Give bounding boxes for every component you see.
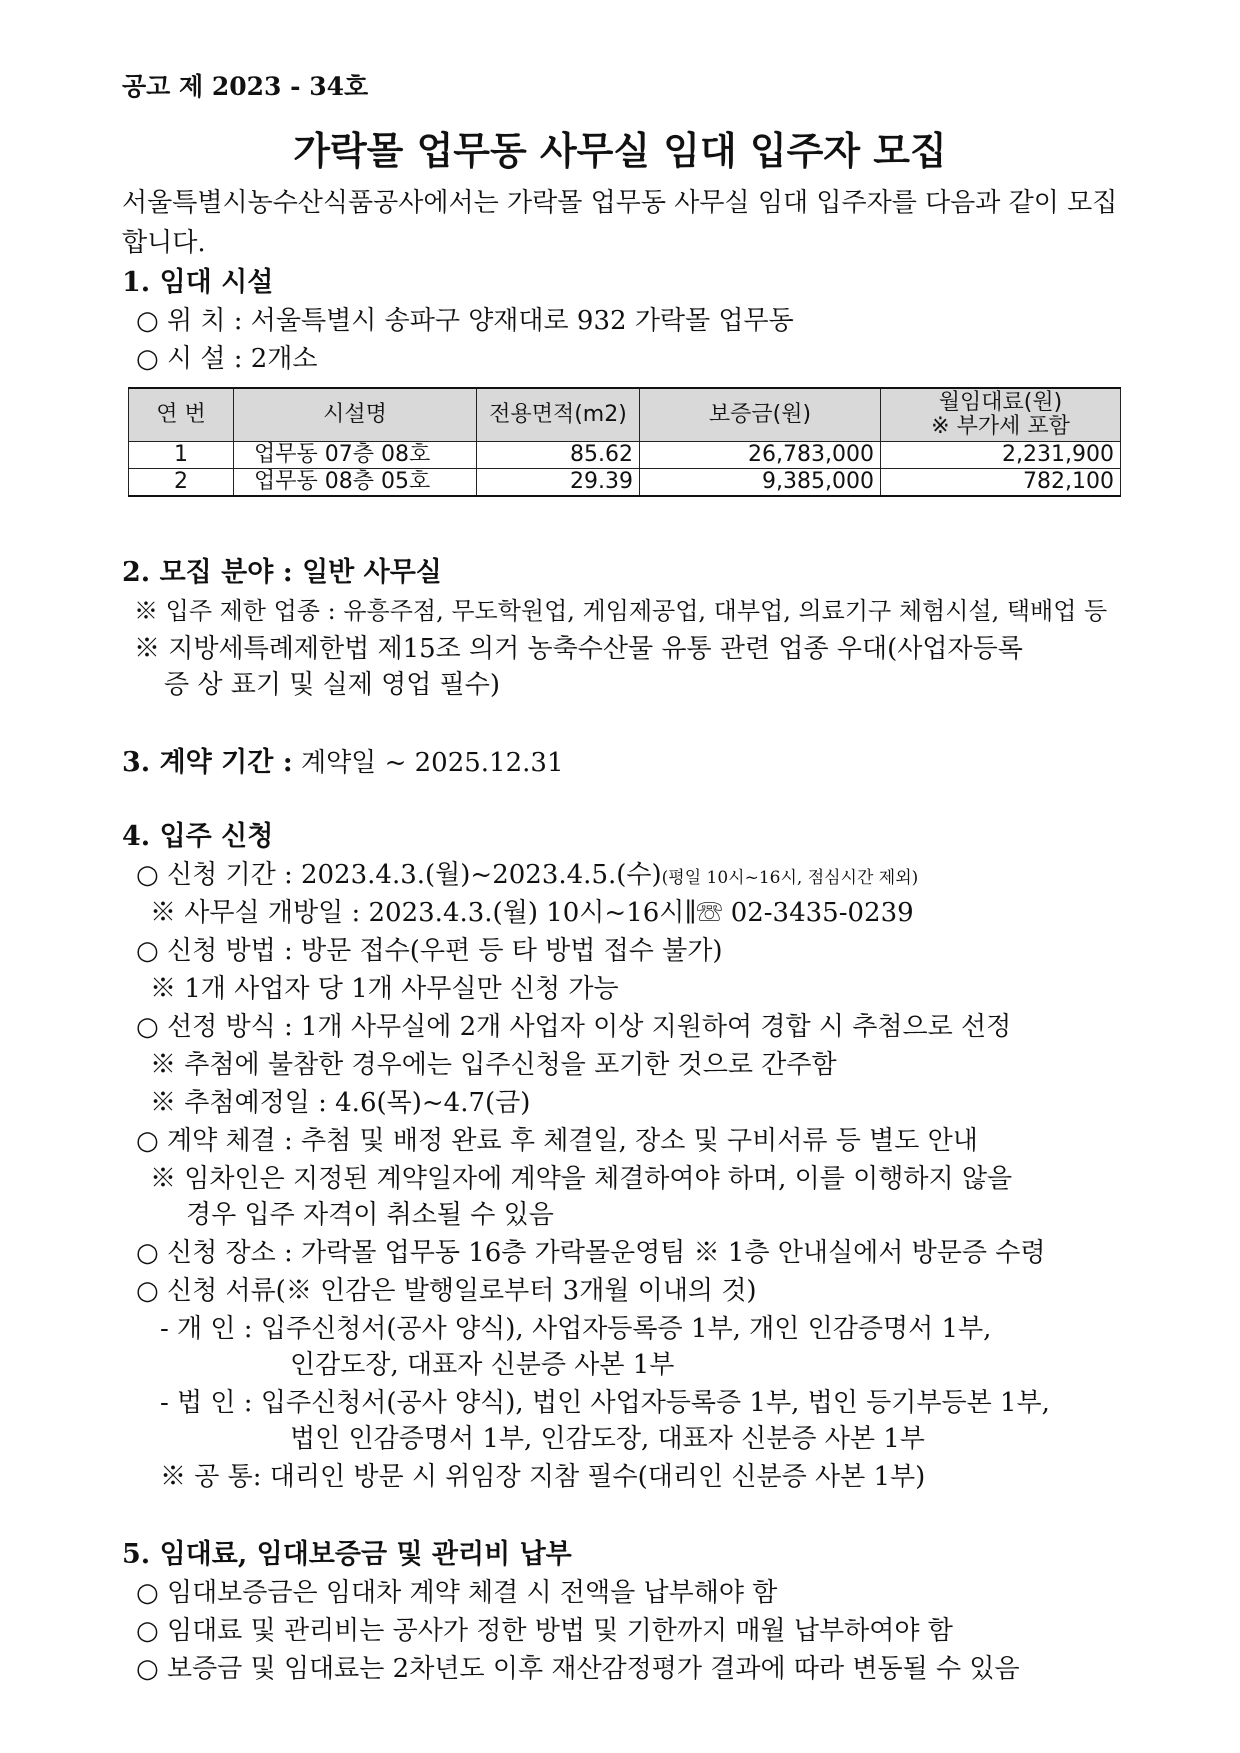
header-area: 전용면적(m2) (477, 388, 640, 442)
application-period-note: (평일 10시~16시, 점심시간 제외) (661, 868, 919, 888)
header-deposit: 보증금(원) (640, 388, 881, 442)
location-line: ○ 위 치 : 서울특별시 송파구 양재대로 932 가락몰 업무동 (136, 306, 794, 336)
cell-monthly-rent: 782,100 (881, 469, 1121, 497)
cell-facility-name: 업무동 08층 05호 (234, 469, 477, 497)
corporate-documents-line2: 법인 인감증명서 1부, 인감도장, 대표자 신분증 사본 1부 (290, 1424, 925, 1454)
section1-heading: 1. 임대 시설 (122, 267, 274, 298)
application-place: ○ 신청 장소 : 가락몰 업무동 16층 가락몰운영팀 ※ 1층 안내실에서 방문증 수령 (136, 1238, 1046, 1268)
table-header-row (129, 388, 1121, 442)
individual-documents-line1: - 개 인 : 입주신청서(공사 양식), 사업자등록증 1부, 개인 인감증명서 1부, (160, 1314, 992, 1344)
section5-heading: 5. 임대료, 임대보증금 및 관리비 납부 (122, 1539, 572, 1570)
selection-note-absence: ※ 추첨에 불참한 경우에는 입주신청을 포기한 것으로 간주함 (150, 1050, 837, 1080)
individual-documents-line2: 인감도장, 대표자 신분증 사본 1부 (290, 1350, 675, 1380)
application-method: ○ 신청 방법 : 방문 접수(우편 등 타 방법 접수 불가) (136, 936, 723, 966)
selection-method: ○ 선정 방식 : 1개 사무실에 2개 사업자 이상 지원하여 경합 시 추첨으로 선정 (136, 1012, 1012, 1042)
corporate-documents-line1: - 법 인 : 입주신청서(공사 양식), 법인 사업자등록증 1부, 법인 등기부등본 1부, (160, 1388, 1050, 1418)
header-no: 연 번 (129, 388, 234, 442)
cell-facility-name: 업무동 07층 08호 (234, 442, 477, 469)
preference-note-line1: ※ 지방세특례제한법 제15조 의거 농축수산물 유통 관련 업종 우대(사업자등록 (134, 634, 1023, 664)
contract-period-value: 계약일 ~ 2025.12.31 (300, 748, 564, 778)
cell-no: 1 (129, 442, 234, 469)
intro-paragraph: 서울특별시농수산식품공사에서는 가락몰 업무동 사무실 임대 입주자를 다음과 같이 모집합니다. (122, 188, 1118, 258)
facility-table (128, 387, 1121, 497)
contract-signing: ○ 계약 체결 : 추첨 및 배정 완료 후 체결일, 장소 및 구비서류 등 별도 안내 (136, 1126, 978, 1156)
section4-heading: 4. 입주 신청 (122, 821, 274, 852)
section3-heading: 3. 계약 기간 : (122, 747, 293, 778)
application-documents: ○ 신청 서류(※ 인감은 발행일로부터 3개월 이내의 것) (136, 1276, 757, 1306)
application-period: ○ 신청 기간 : 2023.4.3.(월)~2023.4.5.(수) (136, 860, 662, 890)
payment-item-deposit: ○ 임대보증금은 임대차 계약 체결 시 전액을 납부해야 함 (136, 1578, 778, 1608)
selection-note-draw-date: ※ 추첨예정일 : 4.6(목)~4.7(금) (150, 1088, 531, 1118)
cell-area: 29.39 (477, 469, 640, 497)
office-open-day: ※ 사무실 개방일 : 2023.4.3.(월) 10시~16시∥☏ 02-3435-0239 (150, 898, 914, 928)
application-method-note: ※ 1개 사업자 당 1개 사무실만 신청 가능 (150, 974, 619, 1004)
contract-note-line1: ※ 임차인은 지정된 계약일자에 계약을 체결하여야 하며, 이를 이행하지 않을 (150, 1164, 1013, 1194)
cell-deposit: 26,783,000 (640, 442, 881, 469)
cell-no: 2 (129, 469, 234, 497)
preference-note-line2: 증 상 표기 및 실제 영업 필수) (164, 670, 501, 700)
cell-deposit: 9,385,000 (640, 469, 881, 497)
application-period-line (136, 858, 918, 895)
cell-area: 85.62 (477, 442, 640, 469)
header-monthly-rent (881, 388, 1121, 442)
restricted-business-note: ※ 입주 제한 업종 : 유흥주점, 무도학원업, 게임제공업, 대부업, 의료기구 체험시설, 택배업 등 (134, 597, 1108, 625)
facilities-count-line: ○ 시 설 : 2개소 (136, 344, 318, 374)
header-monthly-rent-label: 월임대료(원) (938, 390, 1063, 415)
table-row (129, 442, 1121, 469)
page-title: 가락몰 업무동 사무실 임대 입주자 모집 (293, 129, 947, 173)
payment-item-rent: ○ 임대료 및 관리비는 공사가 정한 방법 및 기한까지 매월 납부하여야 함 (136, 1616, 953, 1646)
notice-number: 공고 제 2023 - 34호 (122, 72, 369, 101)
table-row (129, 469, 1121, 497)
contract-note-line2: 경우 입주 자격이 취소될 수 있음 (186, 1200, 554, 1230)
common-documents: ※ 공 통: 대리인 방문 시 위임장 지참 필수(대리인 신분증 사본 1부) (160, 1462, 926, 1492)
payment-item-change: ○ 보증금 및 임대료는 2차년도 이후 재산감정평가 결과에 따라 변동될 수 있음 (136, 1654, 1020, 1684)
section2-heading: 2. 모집 분야 : 일반 사무실 (122, 557, 442, 588)
header-facility-name: 시설명 (234, 388, 477, 442)
cell-monthly-rent: 2,231,900 (881, 442, 1121, 469)
header-vat-note: ※ 부가세 포함 (931, 414, 1070, 439)
section3-line (122, 746, 563, 780)
